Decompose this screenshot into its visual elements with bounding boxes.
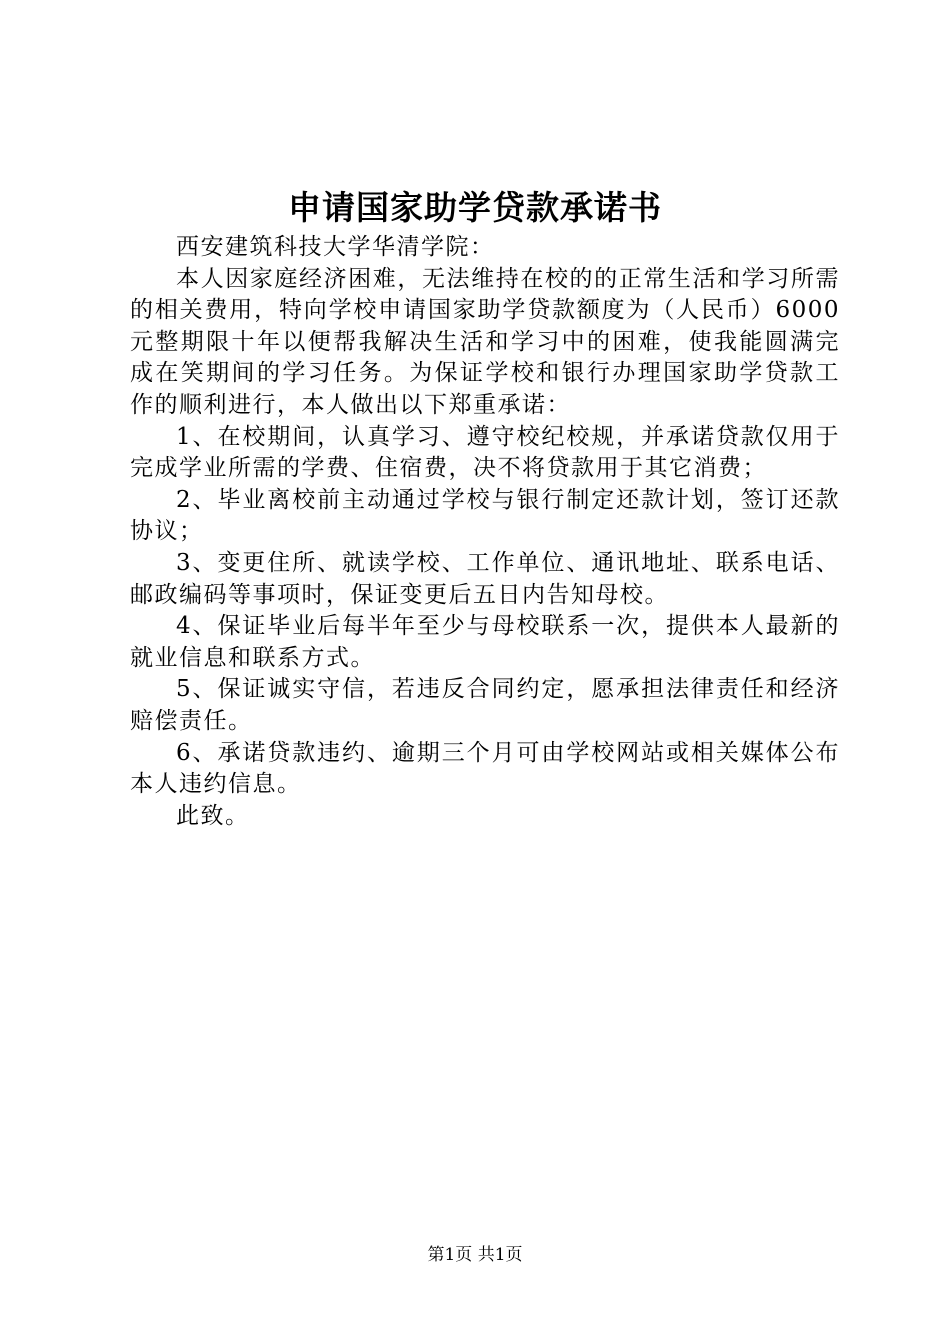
promise-item-2: 2、毕业离校前主动通过学校与银行制定还款计划，签订还款协议；: [130, 486, 840, 545]
intro-paragraph: 本人因家庭经济困难，无法维持在校的的正常生活和学习所需的相关费用，特向学校申请国家助学贷款额度为（人民币）6000元整期限十年以便帮我解决生活和学习中的困难，使我能圆满完成在笑期间的学习任务。为保证学校和银行办理国家助学贷款工作的顺利进行，本人做出以下郑重承诺：: [130, 265, 840, 418]
promise-item-5: 5、保证诚实守信，若违反合同约定，愿承担法律责任和经济赔偿责任。: [130, 676, 840, 734]
document-body: [130, 232, 840, 832]
promise-item-3: 3、变更住所、就读学校、工作单位、通讯地址、联系电话、邮政编码等事项时，保证变更后五日内告知母校。: [130, 549, 840, 608]
salutation: 西安建筑科技大学华清学院：: [176, 234, 495, 260]
promise-item-6: 6、承诺贷款违约、逾期三个月可由学校网站或相关媒体公布本人违约信息。: [130, 739, 840, 798]
closing: 此致。: [176, 802, 250, 829]
promise-item-4: 4、保证毕业后每半年至少与母校联系一次，提供本人最新的就业信息和联系方式。: [130, 613, 840, 671]
page-footer: 第1页 共1页: [427, 1245, 523, 1265]
promise-item-1: 1、在校期间，认真学习、遵守校纪校规，并承诺贷款仅用于完成学业所需的学费、住宿费，决不将贷款用于其它消费；: [130, 423, 840, 482]
document-title: 申请国家助学贷款承诺书: [288, 188, 662, 227]
